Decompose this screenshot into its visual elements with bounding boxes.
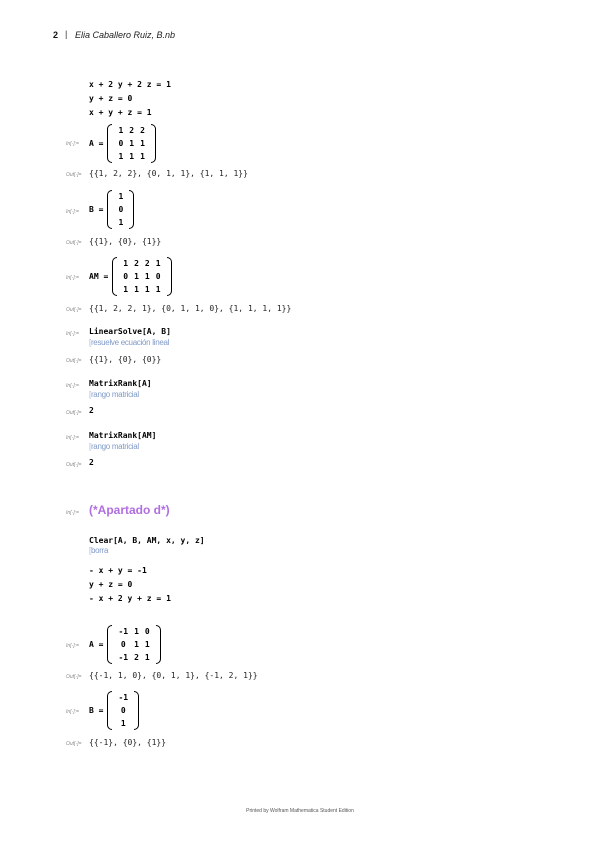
output-value: {{1}, {0}, {0}} [89,355,162,364]
matrix-cell: 2 [144,259,150,268]
matrix-cell: 1 [129,139,135,148]
matrix-cell: 0 [144,627,150,636]
matrix-cell: -1 [118,627,129,636]
matrix-cell: 2 [140,126,145,135]
right-paren [129,190,134,229]
output-label: Out[·]= [66,358,82,364]
clear-input[interactable]: Clear[A, B, AM, x, y, z] [89,536,205,545]
right-paren [151,124,156,163]
matrix-cell: 1 [155,259,161,268]
matrix-cell: 1 [134,285,139,294]
output-label: Out[·]= [66,741,82,747]
matrix-a-input[interactable] [89,625,161,664]
matrix [112,257,171,296]
matrix-body [115,190,126,229]
matrix-cell: 0 [120,706,126,715]
assignment-lhs: AM = [89,272,109,281]
left-paren [112,257,117,296]
matrix-cell: 1 [140,152,145,161]
function-hint[interactable]: [ rango matricial [89,442,139,451]
left-paren [107,625,112,664]
equation-line: y + z = 0 [89,94,133,103]
left-paren [107,190,112,229]
equation-line: - x + y = -1 [89,566,147,575]
matrix [107,124,155,163]
assignment-lhs: B = [89,706,104,715]
matrix [107,691,139,730]
matrix-am-input[interactable] [89,257,172,296]
function-hint[interactable]: [ resuelve ecuación lineal [89,338,169,347]
matrix-cell: 1 [118,152,124,161]
right-paren [134,691,139,730]
equation-line: y + z = 0 [89,580,133,589]
assignment-lhs: A = [89,640,104,649]
matrix-cell: 1 [118,126,124,135]
matrix-a-input[interactable] [89,124,156,163]
right-paren [156,625,161,664]
matrix-cell: 1 [120,719,126,728]
output-value: {{1}, {0}, {1}} [89,237,162,246]
output-value: {{-1}, {0}, {1}} [89,738,167,747]
matrix-cell: -1 [118,693,129,702]
left-paren [107,124,112,163]
matrix-cell: 0 [118,139,124,148]
matrix-cell: 2 [134,259,139,268]
equation-line: x + y + z = 1 [89,108,152,117]
input-label: In[·]:= [66,209,79,215]
matrix-body [115,691,131,730]
equation-line: x + 2 y + 2 z = 1 [89,80,171,89]
output-label: Out[·]= [66,172,82,178]
matrix-cell: 1 [123,285,129,294]
matrix-cell: 2 [134,653,139,662]
input-label: In[·]:= [66,643,79,649]
matrix-cell: 0 [123,272,129,281]
input-label: In[·]:= [66,709,79,715]
matrix [107,625,160,664]
function-hint[interactable]: [ rango matricial [89,390,139,399]
input-label: In[·]:= [66,383,79,389]
left-paren [107,691,112,730]
matrix-cell: 1 [118,218,124,227]
output-label: Out[·]= [66,410,82,416]
input-label: In[·]:= [66,331,79,337]
input-label: In[·]:= [66,435,79,441]
assignment-lhs: B = [89,205,104,214]
matrix-body [115,625,152,664]
matrix-cell: -1 [118,653,129,662]
output-label: Out[·]= [66,240,82,246]
assignment-lhs: A = [89,139,104,148]
matrix-cell: 1 [144,272,150,281]
page-footer: Printed by Wolfram Mathematica Student Edition [246,808,354,814]
matrix-body [115,124,147,163]
output-label: Out[·]= [66,462,82,468]
function-hint[interactable]: [ borra [89,546,108,555]
output-value: {{-1, 1, 0}, {0, 1, 1}, {-1, 2, 1}} [89,671,258,680]
linearsolve-input[interactable]: LinearSolve[A, B] [89,327,171,336]
matrix-cell: 1 [155,285,161,294]
matrix-cell: 1 [144,653,150,662]
matrix-cell: 1 [123,259,129,268]
matrix-cell: 1 [134,272,139,281]
right-paren [167,257,172,296]
matrix-cell: 0 [155,272,161,281]
output-value: {{1, 2, 2}, {0, 1, 1}, {1, 1, 1}} [89,169,248,178]
output-value: {{1, 2, 2, 1}, {0, 1, 1, 0}, {1, 1, 1, 1}} [89,304,292,313]
matrix-cell: 1 [134,627,139,636]
document-title: Elia Caballero Ruiz, B.nb [75,30,176,40]
matrix-cell: 0 [120,640,126,649]
input-label: In[·]:= [66,141,79,147]
output-label: Out[·]= [66,674,82,680]
matrix-cell: 1 [129,152,135,161]
matrix-cell: 2 [129,126,135,135]
matrix-cell: 1 [118,192,124,201]
page-number: 2 [53,30,59,40]
output-label: Out[·]= [66,307,82,313]
matrixrank-a-input[interactable]: MatrixRank[A] [89,379,152,388]
output-value: 2 [89,406,94,415]
matrix-cell: 1 [140,139,145,148]
output-value: 2 [89,458,94,467]
header-separator: | [65,29,68,39]
matrix-cell: 1 [144,285,150,294]
input-label: In[·]:= [66,275,79,281]
matrix [107,190,134,229]
matrix-body [120,257,163,296]
matrixrank-am-input[interactable]: MatrixRank[AM] [89,431,157,440]
equation-line: - x + 2 y + z = 1 [89,594,171,603]
matrix-cell: 1 [144,640,150,649]
matrix-cell: 1 [134,640,139,649]
matrix-b-input[interactable] [89,190,134,229]
input-label: In[·]:= [66,510,79,516]
section-comment[interactable]: (*Apartado d*) [89,503,170,517]
matrix-b-input[interactable] [89,691,139,730]
matrix-cell: 0 [118,205,124,214]
